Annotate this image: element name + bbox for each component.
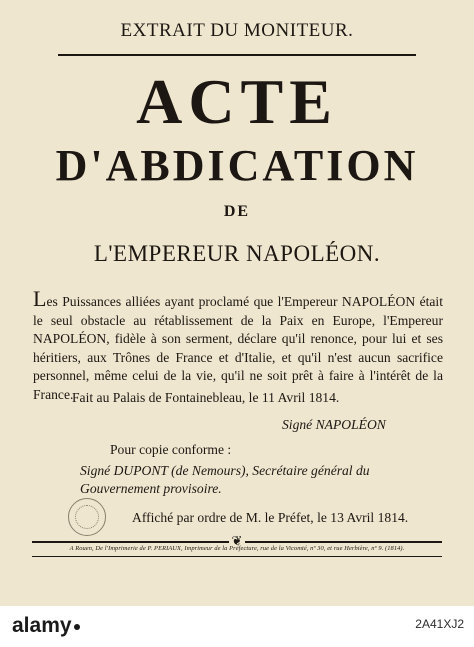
place-date: Fait au Palais de Fontainebleau, le 11 Avril 1814. (72, 390, 340, 405)
footer-rule-bottom (32, 556, 442, 557)
drop-letter: L (33, 286, 47, 311)
body-text: es Puissances alliées ayant proclamé que l'Empereur NAPOLÉON était le seul obstacle au rétablissement de la Paix en Europe, l'Empereur NAPOLÉON, fidèle à son serment, déclare qu'il renonce, pour lui et ses héritiers, aux Trônes de France et d'Italie, et qu'il n'est aucun sacrifice personnel, même celui de la vie, qu'il ne soit prêt à faire à l'intérêt de la France. (33, 294, 443, 402)
posted-by-prefect: Affiché par ordre de M. le Préfet, le 13 Avril 1814. (132, 510, 409, 525)
brand-label: alamy (12, 614, 72, 637)
header-rule (58, 54, 416, 56)
image-id: 2A41XJ2 (415, 617, 464, 631)
title-line-1: ACTE (136, 66, 338, 137)
signature-block (80, 462, 445, 498)
title-line-3: DE (223, 203, 251, 220)
signed-dupont: Signé DUPONT (de Nemours), Secrétaire général du (80, 463, 370, 478)
printer-imprint: A Rouen, De l'Imprimerie de P. PERIAUX, Imprimeur de la Préfecture, rue de la Vicomté, nº 30, et rue Herbière, nº 9. (1814). (69, 545, 405, 552)
ornament-icon: ❦ (229, 533, 245, 549)
title-line-2: D'ABDICATION (55, 141, 419, 190)
stock-footer (0, 606, 474, 647)
document-header: EXTRAIT DU MONITEUR. (120, 20, 354, 41)
title-line-4: L'EMPEREUR NAPOLÉON. (93, 241, 381, 266)
body-paragraph (33, 286, 443, 404)
stamp-seal (68, 498, 106, 536)
copy-conform: Pour copie conforme : (110, 442, 232, 457)
signed-napoleon: Signé NAPOLÉON (282, 417, 386, 432)
brand-dot-icon (74, 624, 80, 630)
signed-dupont-title: Gouvernement provisoire. (80, 481, 222, 496)
brand-logo[interactable] (12, 614, 80, 638)
